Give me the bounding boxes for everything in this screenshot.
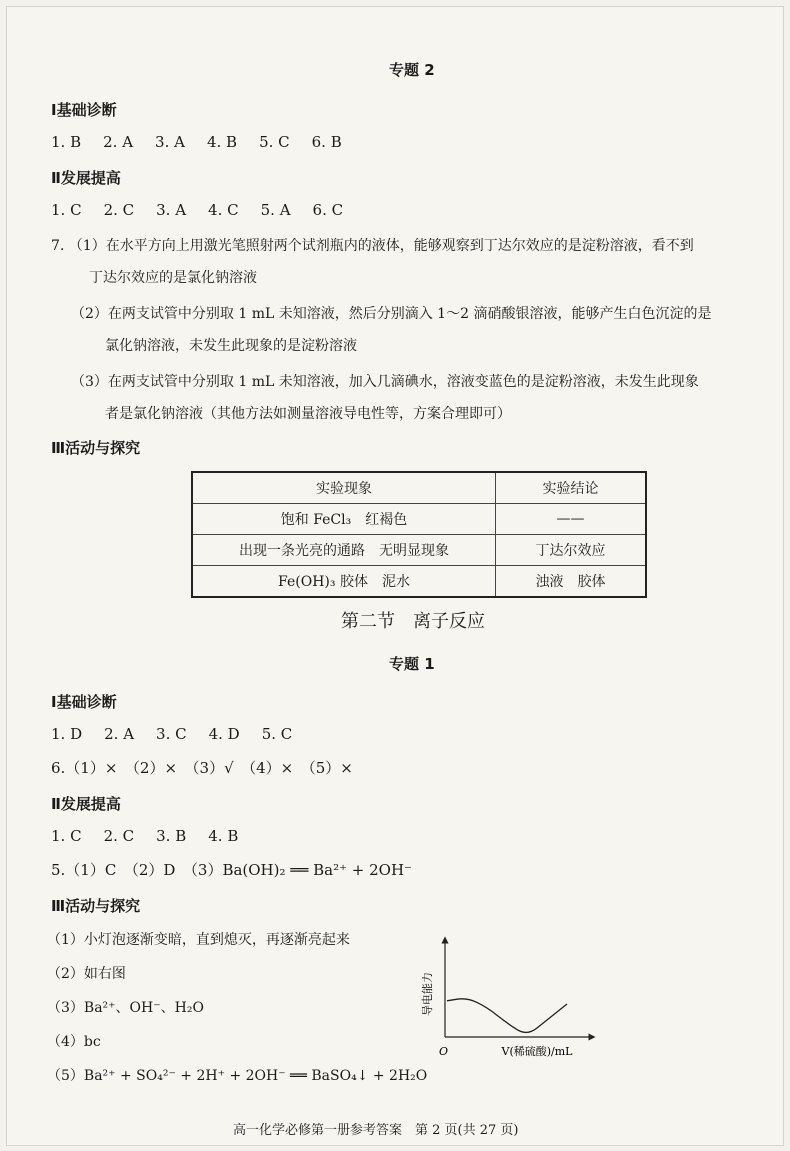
answer-item: 4. C [208, 201, 239, 219]
table-row [192, 504, 646, 535]
advance-answers [51, 827, 260, 845]
table-header-cell: 实验现象 [192, 472, 496, 504]
answer-item: 2. C [103, 201, 135, 219]
activity-answer: （1）小灯泡逐渐变暗，直到熄灭，再逐渐亮起来 [47, 932, 350, 948]
topic-title: 专题 1 [389, 655, 435, 673]
answer-item: 1. C [51, 201, 82, 219]
q7-line: 7. （1）在水平方向上用激光笔照射两个试剂瓶内的液体，能够观察到丁达尔效应的是淀粉溶液，看不到 [51, 238, 694, 254]
table-row [192, 535, 646, 566]
answer-item: 3. A [155, 133, 185, 151]
advance-answers [51, 201, 365, 219]
answer-item: 3. C [156, 725, 187, 743]
basic-answers [51, 133, 364, 151]
x-axis-label: V(稀硫酸)/mL [501, 1045, 573, 1058]
answer-page [6, 6, 784, 1146]
q6-answers: 6.（1）× （2）× （3）√ （4）× （5）× [51, 759, 353, 777]
answer-item: 2. A [104, 725, 135, 743]
answer-item: 5. C [259, 133, 290, 151]
section-title: 第二节 离子反应 [341, 611, 485, 632]
q7-line: （2）在两支试管中分别取 1 mL 未知溶液，然后分别滴入 1～2 滴硝酸银溶液，能够产生白色沉淀的是 [71, 306, 712, 322]
table-cell: 浊液 胶体 [496, 566, 647, 598]
activity-answer: （4）bc [47, 1034, 101, 1050]
section-basic-heading: Ⅰ基础诊断 [51, 101, 117, 119]
table-cell: Fe(OH)₃ 胶体 泥水 [192, 566, 496, 598]
q7-line: 丁达尔效应的是氯化钠溶液 [89, 270, 257, 286]
activity-answer: （2）如右图 [47, 966, 126, 982]
answer-item: 6. B [311, 133, 342, 151]
answer-item: 6. C [312, 201, 344, 219]
section-basic-heading: Ⅰ基础诊断 [51, 693, 117, 711]
activity-answer: （3）Ba²⁺、OH⁻、H₂O [47, 1000, 204, 1016]
table-cell: 出现一条光亮的通路 无明显现象 [192, 535, 496, 566]
origin-label: O [439, 1045, 449, 1058]
answer-item: 2. A [103, 133, 134, 151]
topic-title: 专题 2 [389, 61, 435, 79]
table-header-row [192, 472, 646, 504]
answer-item: 4. B [208, 827, 239, 845]
answer-item: 4. D [208, 725, 240, 743]
answer-item: 3. A [156, 201, 187, 219]
table-cell: 饱和 FeCl₃ 红褐色 [192, 504, 496, 535]
table-cell: —— [496, 504, 647, 535]
experiment-table [191, 471, 647, 598]
table-header-cell: 实验结论 [496, 472, 647, 504]
activity-answer: （5）Ba²⁺ + SO₄²⁻ + 2H⁺ + 2OH⁻ ══ BaSO₄↓ + 2H₂O [47, 1068, 428, 1084]
section-activity-heading: Ⅲ活动与探究 [51, 439, 141, 457]
answer-item: 1. C [51, 827, 82, 845]
section-advance-heading: Ⅱ发展提高 [51, 169, 121, 187]
answer-item: 1. B [51, 133, 82, 151]
answer-item: 2. C [103, 827, 135, 845]
answer-item: 5. C [261, 725, 293, 743]
answer-item: 5. A [260, 201, 291, 219]
q5-answers: 5.（1）C （2）D （3）Ba(OH)₂ ══ Ba²⁺ + 2OH⁻ [51, 861, 412, 879]
answer-item: 4. B [206, 133, 238, 151]
y-axis-label: 导电能力 [421, 972, 434, 1016]
conductivity-line [447, 999, 567, 1033]
conductivity-chart [417, 932, 597, 1072]
answer-item: 3. B [156, 827, 187, 845]
section-advance-heading: Ⅱ发展提高 [51, 795, 121, 813]
section-activity-heading: Ⅲ活动与探究 [51, 897, 141, 915]
q7-line: 者是氯化钠溶液（其他方法如测量溶液导电性等，方案合理即可） [105, 406, 511, 422]
table-cell: 丁达尔效应 [496, 535, 647, 566]
page-footer: 高一化学必修第一册参考答案 第 2 页(共 27 页) [233, 1123, 519, 1138]
q7-line: （3）在两支试管中分别取 1 mL 未知溶液，加入几滴碘水，溶液变蓝色的是淀粉溶液，未发生此现象 [71, 374, 699, 390]
table-row [192, 566, 646, 598]
basic-answers [51, 725, 314, 743]
answer-item: 1. D [51, 725, 83, 743]
q7-line: 氯化钠溶液，未发生此现象的是淀粉溶液 [105, 338, 357, 354]
